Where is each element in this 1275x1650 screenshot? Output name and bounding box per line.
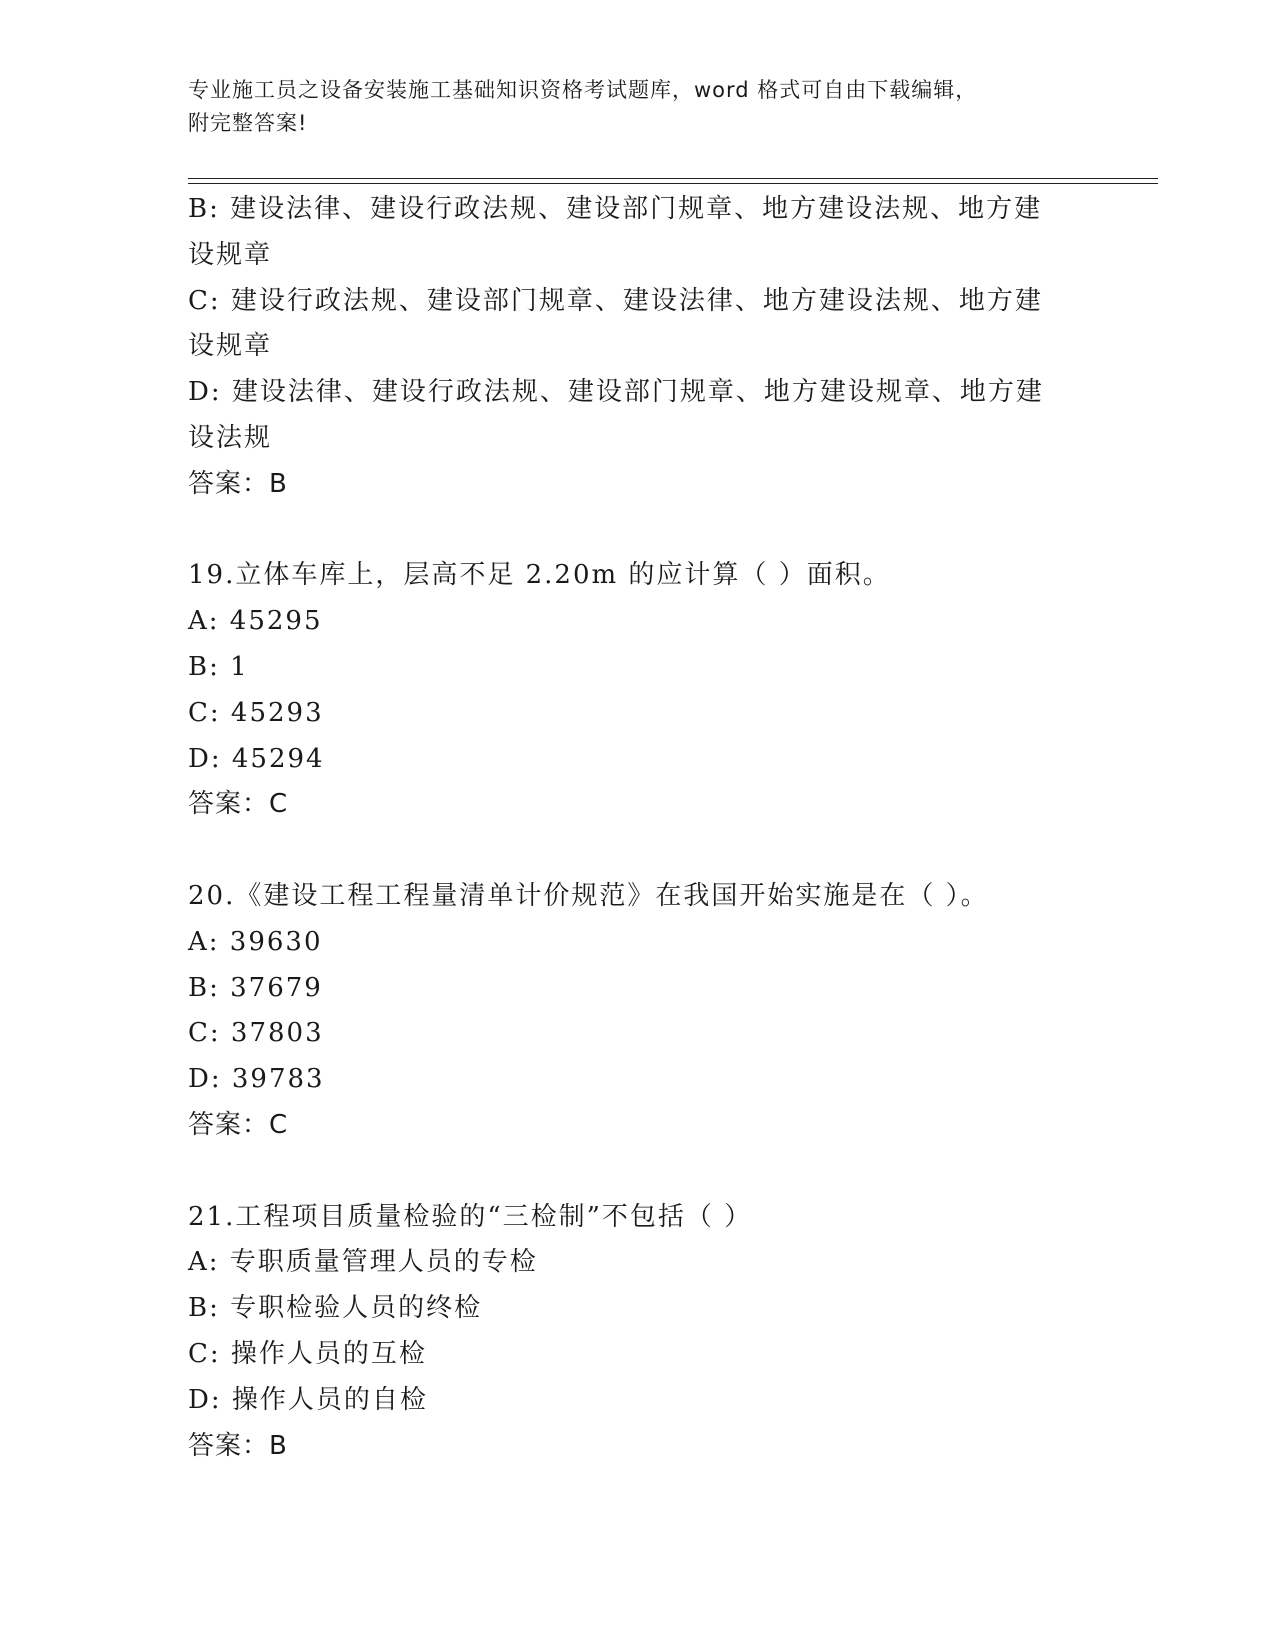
option-c-line-1: C: 建设行政法规、建设部门规章、建设法律、地方建设法规、地方建 (188, 285, 1043, 316)
question-21 (188, 1195, 1088, 1470)
question-19 (188, 553, 1088, 828)
option-b: B: 1 (188, 651, 249, 682)
prev-question (188, 187, 1088, 508)
question-20 (188, 874, 1088, 1149)
option-c: C: 45293 (188, 697, 324, 728)
option-a: A: 专职质量管理人员的专检 (188, 1247, 538, 1278)
option-c: C: 37803 (188, 1018, 324, 1049)
question-stem: 21.工程项目质量检验的“三检制”不包括（ ） (188, 1201, 753, 1232)
option-d: D: 45294 (188, 743, 325, 774)
header-divider-top (188, 178, 1158, 179)
header-divider-bottom (188, 183, 1158, 184)
answer: 答案：C (188, 1109, 289, 1140)
document-header (188, 74, 1068, 140)
option-a: A: 39630 (188, 926, 323, 957)
option-b: B: 37679 (188, 972, 323, 1003)
option-c: C: 操作人员的互检 (188, 1338, 427, 1369)
header-line-1: 专业施工员之设备安装施工基础知识资格考试题库，word 格式可自由下载编辑， (188, 78, 978, 102)
option-b: B: 专职检验人员的终检 (188, 1293, 483, 1324)
question-list (188, 187, 1088, 1469)
question-stem: 19.立体车库上，层高不足 2.20m 的应计算（ ）面积。 (188, 560, 891, 591)
option-a: A: 45295 (188, 606, 323, 637)
answer: 答案：B (188, 1430, 288, 1461)
option-d: D: 39783 (188, 1064, 325, 1095)
option-b-line-2: 设规章 (188, 239, 273, 270)
spacer (188, 828, 1088, 874)
option-d-line-2: 设法规 (188, 422, 273, 453)
option-c-line-2: 设规章 (188, 331, 273, 362)
option-d: D: 操作人员的自检 (188, 1384, 428, 1415)
answer: 答案：C (188, 789, 289, 820)
spacer (188, 508, 1088, 554)
spacer (188, 1149, 1088, 1195)
option-b-line-1: B: 建设法律、建设行政法规、建设部门规章、地方建设法规、地方建 (188, 194, 1043, 224)
header-line-2: 附完整答案! (188, 111, 308, 135)
option-d-line-1: D: 建设法律、建设行政法规、建设部门规章、地方建设规章、地方建 (188, 377, 1044, 408)
answer: 答案：B (188, 468, 288, 499)
question-stem: 20.《建设工程工程量清单计价规范》在我国开始实施是在（ ）。 (188, 880, 989, 911)
